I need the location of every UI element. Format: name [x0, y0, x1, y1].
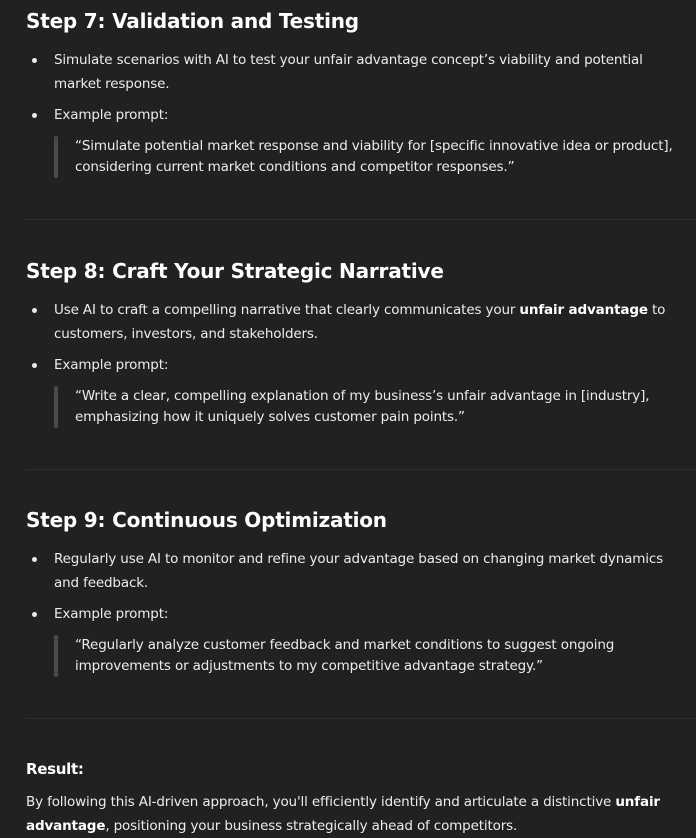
- step-7-heading: Step 7: Validation and Testing: [26, 9, 359, 33]
- bullet-icon: [32, 113, 37, 118]
- quote-bar: [54, 136, 58, 178]
- list-item-text: Regularly use AI to monitor and refine your advantage based on changing market dynamics and feedback.: [54, 551, 663, 591]
- example-prompt-quote: [54, 635, 690, 677]
- bullet-icon: [32, 363, 37, 368]
- list-item: [26, 602, 690, 626]
- bullet-icon: [32, 308, 37, 313]
- list-item-text-start: Use AI to craft a compelling narrative that clearly communicates your: [54, 302, 520, 318]
- quote-text: “Simulate potential market response and viability for [specific innovative idea or product], considering current market conditions and competitor responses.”: [75, 138, 673, 175]
- list-item: [26, 298, 690, 346]
- list-item-text-end: to customers, investors, and stakeholders.: [54, 302, 666, 342]
- step-9-section: [26, 507, 690, 677]
- result-paragraph: [26, 790, 696, 838]
- step-8-list: [26, 298, 690, 377]
- step-8-section: [26, 258, 690, 428]
- step-7-list: [26, 48, 690, 127]
- list-item-text: Example prompt:: [54, 107, 169, 123]
- step-8-heading: Step 8: Craft Your Strategic Narrative: [26, 259, 444, 283]
- bullet-icon: [32, 58, 37, 63]
- result-section: [26, 758, 696, 838]
- quote-bar: [54, 386, 58, 428]
- example-prompt-quote: [54, 136, 690, 178]
- quote-text: “Write a clear, compelling explanation of my business’s unfair advantage in [industry], emphasizing how it uniquely solves customer pain points.”: [75, 388, 650, 425]
- bullet-icon: [32, 557, 37, 562]
- list-item: [26, 353, 690, 377]
- bullet-icon: [32, 612, 37, 617]
- example-prompt-quote: [54, 386, 690, 428]
- step-9-heading: Step 9: Continuous Optimization: [26, 508, 387, 532]
- quote-bar: [54, 635, 58, 677]
- list-item-text: Simulate scenarios with AI to test your unfair advantage concept’s viability and potential market response.: [54, 52, 643, 92]
- list-item-text: Example prompt:: [54, 357, 169, 373]
- list-item: [26, 103, 690, 127]
- section-divider: [26, 718, 696, 719]
- result-text-end: , positioning your business strategically ahead of competitors.: [105, 818, 518, 834]
- emphasis-text: unfair advantage: [519, 302, 648, 318]
- step-7-section: [26, 8, 690, 178]
- list-item-text: Example prompt:: [54, 606, 169, 622]
- result-text-start: By following this AI-driven approach, you'll efficiently identify and articulate a distinctive: [26, 794, 616, 810]
- step-9-list: [26, 547, 690, 626]
- list-item: [26, 547, 690, 595]
- list-item: [26, 48, 690, 96]
- section-divider: [26, 219, 696, 220]
- result-heading: Result:: [26, 760, 84, 778]
- quote-text: “Regularly analyze customer feedback and market conditions to suggest ongoing improvements or adjustments to my competitive advantage strategy.”: [75, 637, 615, 674]
- section-divider: [26, 469, 696, 470]
- emphasis-text: unfair advantage: [26, 794, 660, 834]
